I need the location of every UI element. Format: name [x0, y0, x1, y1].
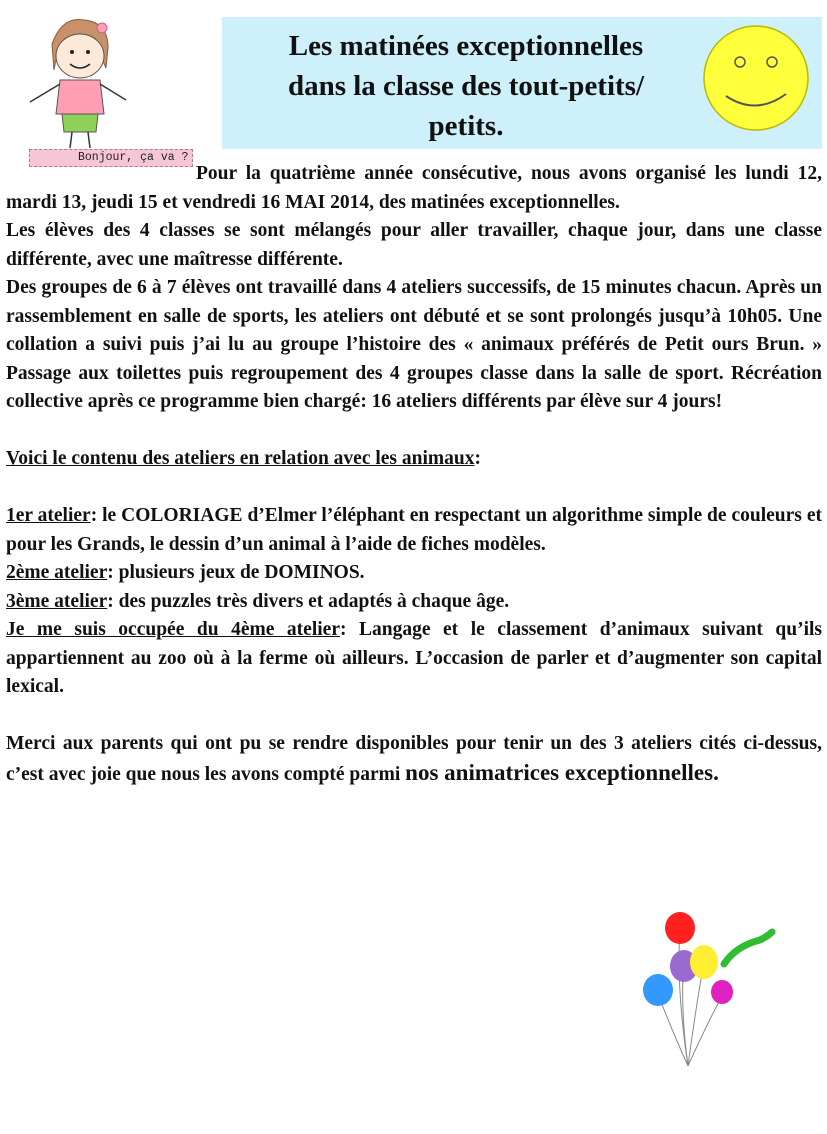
atelier-1-text: : le COLORIAGE d’Elmer l’éléphant en respectant un algorithme simple de couleurs et pour les Grands, le dessin d’un animal à l’aide de fiches modèles.: [6, 505, 822, 555]
title-line-3: petits.: [428, 110, 504, 142]
atelier-1: [6, 502, 822, 559]
balloons-drawing: [636, 906, 786, 1076]
intro-text: Pour la quatrième année consécutive, nous avons organisé les lundi 12, mardi 13, jeudi 15 et vendredi 16 MAI 2014, des matinées exceptionnelles.: [6, 163, 822, 213]
title-line-1: Les matinées exceptionnelles: [288, 30, 644, 62]
atelier-3: [6, 588, 822, 617]
atelier-3-text: : des puzzles très divers et adaptés à chaque âge.: [107, 590, 510, 612]
title-line-2: dans la classe des tout-petits/: [287, 70, 645, 102]
intro-paragraph: [6, 160, 822, 217]
atelier-4: [6, 616, 822, 702]
atelier-2-text: : plusieurs jeux de DOMINOS.: [107, 562, 365, 583]
article-body: [6, 160, 822, 789]
paragraph-2: Les élèves des 4 classes se sont mélangés pour aller travailler, chaque jour, dans une classe différente, avec une maîtresse différente.: [6, 220, 822, 270]
atelier-3-label: 3ème atelier: [6, 590, 108, 612]
girl-drawing: [22, 14, 132, 148]
atelier-4-text: : Langage et le classement d’animaux suivant qu’ils appartiennent au zoo où à la ferme où ailleurs. L’occasion de parler et d’augmenter son capital lexical.: [6, 619, 822, 697]
atelier-1-label: 1er atelier: [6, 505, 91, 526]
atelier-2: [6, 559, 822, 588]
speech-bubble-text: Bonjour, ça va ?: [78, 151, 189, 164]
contents-heading: Voici le contenu des ateliers en relation avec les animaux: [6, 448, 475, 469]
contents-heading-line: [6, 445, 822, 474]
smiley-face-icon: [702, 24, 810, 132]
paragraph-3: Des groupes de 6 à 7 élèves ont travaillé dans 4 ateliers successifs, de 15 minutes chacun. Après un rassemblement en salle de sports, les ateliers ont débuté et se sont prolongés jusqu’à 10h05. Une collation a suivi puis j’ai lu au groupe l’histoire des « animaux préférés de Petit ours Brun. » Passage aux toilettes puis regroupement des 4 groupes classe dans la salle de sport. Récréation collective après ce programme bien chargé: 16 ateliers différents par élève sur 4 jours!: [6, 277, 822, 412]
thanks-text: Merci aux parents qui ont pu se rendre disponibles pour tenir un des 3 ateliers cités ci-dessus, c’est avec joie que nous les avons compté parmi: [6, 733, 822, 785]
atelier-2-label: 2ème atelier: [6, 562, 108, 583]
atelier-4-label: Je me suis occupée du 4ème atelier: [6, 619, 340, 640]
thanks-big-text: nos animatrices exceptionnelles.: [405, 759, 719, 785]
contents-colon: :: [474, 448, 481, 469]
page-title: [236, 26, 696, 146]
thanks-paragraph: [6, 730, 822, 789]
